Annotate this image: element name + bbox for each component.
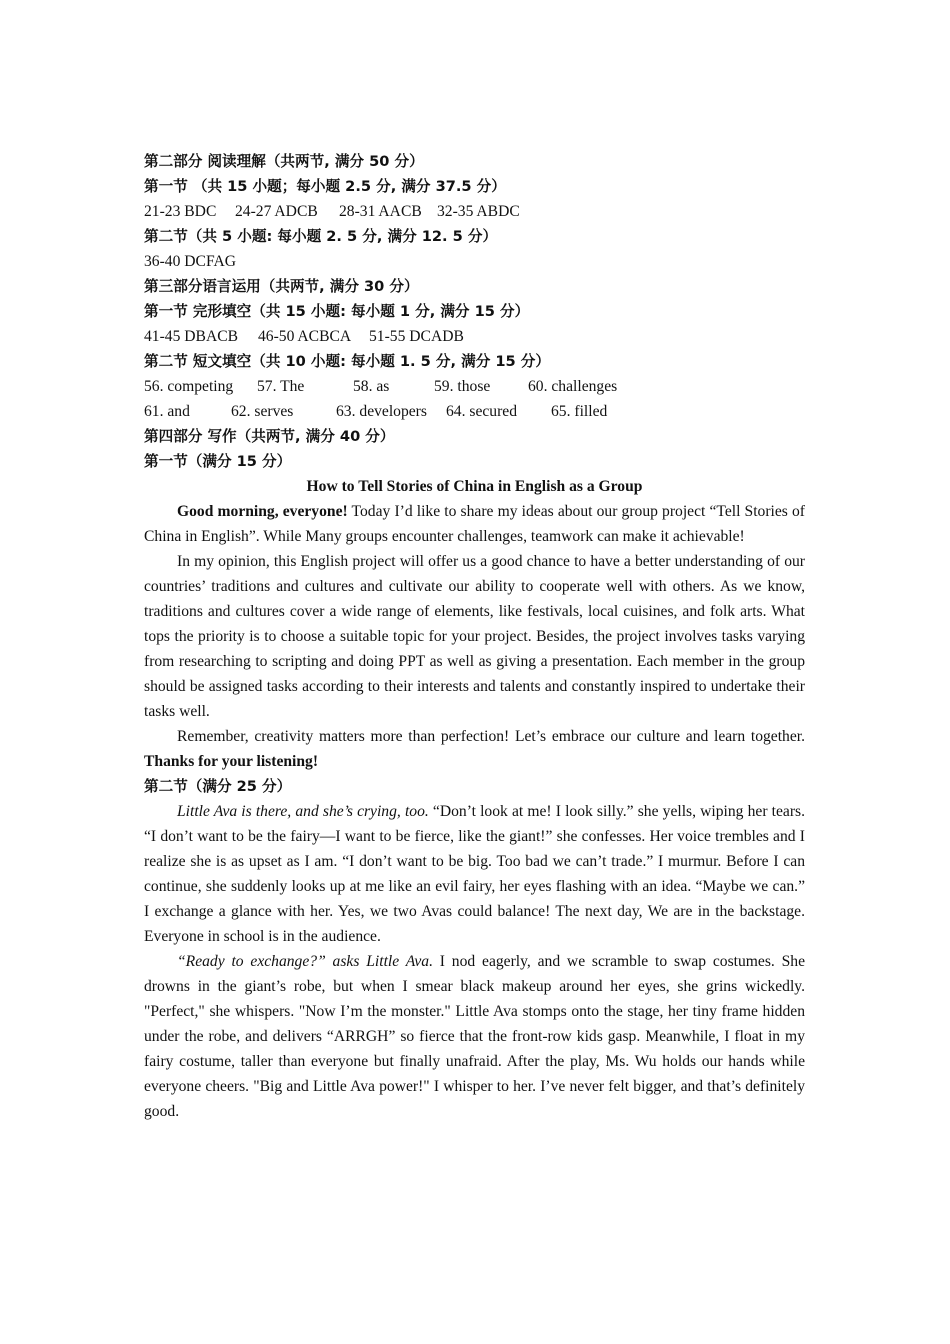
part3-section2-heading: 第二节 短文填空（共 10 小题: 每小题 1. 5 分, 满分 15 分） (144, 353, 550, 370)
answer-key-page (144, 149, 805, 1124)
fill-in-answer: 62. serves (231, 403, 294, 420)
part2-section2-answers: 36-40 DCFAG (144, 253, 236, 270)
story-paragraph-2 (144, 949, 805, 1124)
part3-heading: 第三部分语言运用（共两节, 满分 30 分） (144, 278, 419, 295)
closing-text: Thanks for your listening! (144, 753, 319, 770)
part3-section1-answers (144, 324, 805, 349)
fill-in-answer: 57. The (257, 378, 305, 395)
answer-group: 46-50 ACBCA (258, 328, 352, 345)
fill-in-answer: 60. challenges (528, 378, 618, 395)
paragraph-text: Today I’d like to share my ideas about our group project “Tell Stories of China in English”. While Many groups encounter challenges, teamwork can make it achievable! (144, 503, 806, 545)
fill-in-answer: 64. secured (446, 403, 518, 420)
part2-section1-answers (144, 199, 805, 224)
given-opening-sentence: Little Ava is there, and she’s crying, too. (177, 803, 429, 820)
answer-group: 41-45 DBACB (144, 328, 239, 345)
fill-in-row-2 (144, 399, 805, 424)
part4-section2-heading: 第二节（满分 25 分） (144, 778, 292, 795)
fill-in-answer: 59. those (434, 378, 491, 395)
greeting-text: Good morning, everyone! (177, 503, 348, 520)
paragraph-text: Remember, creativity matters more than perfection! Let’s embrace our culture and learn together. (177, 728, 805, 745)
answer-group: 28-31 AACB (339, 203, 422, 220)
paragraph-text: “Don’t look at me! I look silly.” she yells, wiping her tears. “I don’t want to be the fairy—I want to be fierce, like the giant!” she confesses. Her voice trembles and I realize she is as upset as I am. “I don’t want to be big. Too bad we can’t trade.” I murmur. Before I can continue, she suddenly looks up at me like an evil fairy, her eyes flashing with an idea. “Maybe we can.” I exchange a glance with her. Yes, we two Avas could balance! The next day, We are in the backstage. Everyone in school is in the audience. (144, 803, 806, 945)
essay-paragraph-3 (144, 724, 805, 774)
fill-in-answer: 65. filled (551, 403, 608, 420)
part2-heading: 第二部分 阅读理解（共两节, 满分 50 分） (144, 153, 424, 170)
part4-section1-heading: 第一节（满分 15 分） (144, 453, 292, 470)
part4-heading: 第四部分 写作（共两节, 满分 40 分） (144, 428, 395, 445)
part2-section2-heading: 第二节（共 5 小题: 每小题 2. 5 分, 满分 12. 5 分） (144, 228, 498, 245)
essay-paragraph-1 (144, 499, 805, 549)
essay-paragraph-2: In my opinion, this English project will offer us a good chance to have a better understanding of our countries’ traditions and cultures and cultivate our ability to cooperate well with others. As we know, traditions and cultures cover a wide range of elements, like festivals, local cuisines, and folk arts. What tops the priority is to choose a suitable topic for your project. Besides, the project involves tasks varying from researching to scripting and doing PPT as well as giving a presentation. Each member in the group should be assigned tasks according to their interests and talents and constantly inspired to undertake their tasks well. (144, 553, 805, 720)
part2-section1-heading: 第一节 （共 15 小题；每小题 2.5 分, 满分 37.5 分） (144, 178, 506, 195)
answer-group: 24-27 ADCB (235, 203, 318, 220)
part3-section1-heading: 第一节 完形填空（共 15 小题: 每小题 1 分, 满分 15 分） (144, 303, 530, 320)
essay-title: How to Tell Stories of China in English as a Group (306, 478, 643, 495)
given-opening-sentence: “Ready to exchange?” asks Little Ava. (177, 953, 433, 970)
fill-in-row-1 (144, 374, 805, 399)
fill-in-answer: 61. and (144, 403, 190, 420)
answer-group: 32-35 ABDC (437, 203, 520, 220)
fill-in-answer: 63. developers (336, 403, 427, 420)
fill-in-answer: 58. as (353, 378, 390, 395)
paragraph-text: I nod eagerly, and we scramble to swap costumes. She drowns in the giant’s robe, but when I smear black makeup around her eyes, she grins wickedly. "Perfect," she whispers. "Now I’m the monster." Little Ava stomps onto the stage, her tiny frame hidden under the robe, and delivers “ARRGH” so fierce that the front-row kids gasp. Meanwhile, I float in my fairy costume, taller than everyone but finally unafraid. After the play, Ms. Wu holds our hands while everyone cheers. "Big and Little Ava power!" I whisper to her. I’ve never felt bigger, and that’s definitely good. (144, 953, 805, 1120)
fill-in-answer: 56. competing (144, 378, 234, 395)
answer-group: 51-55 DCADB (369, 328, 464, 345)
story-paragraph-1 (144, 799, 805, 949)
answer-group: 21-23 BDC (144, 203, 217, 220)
